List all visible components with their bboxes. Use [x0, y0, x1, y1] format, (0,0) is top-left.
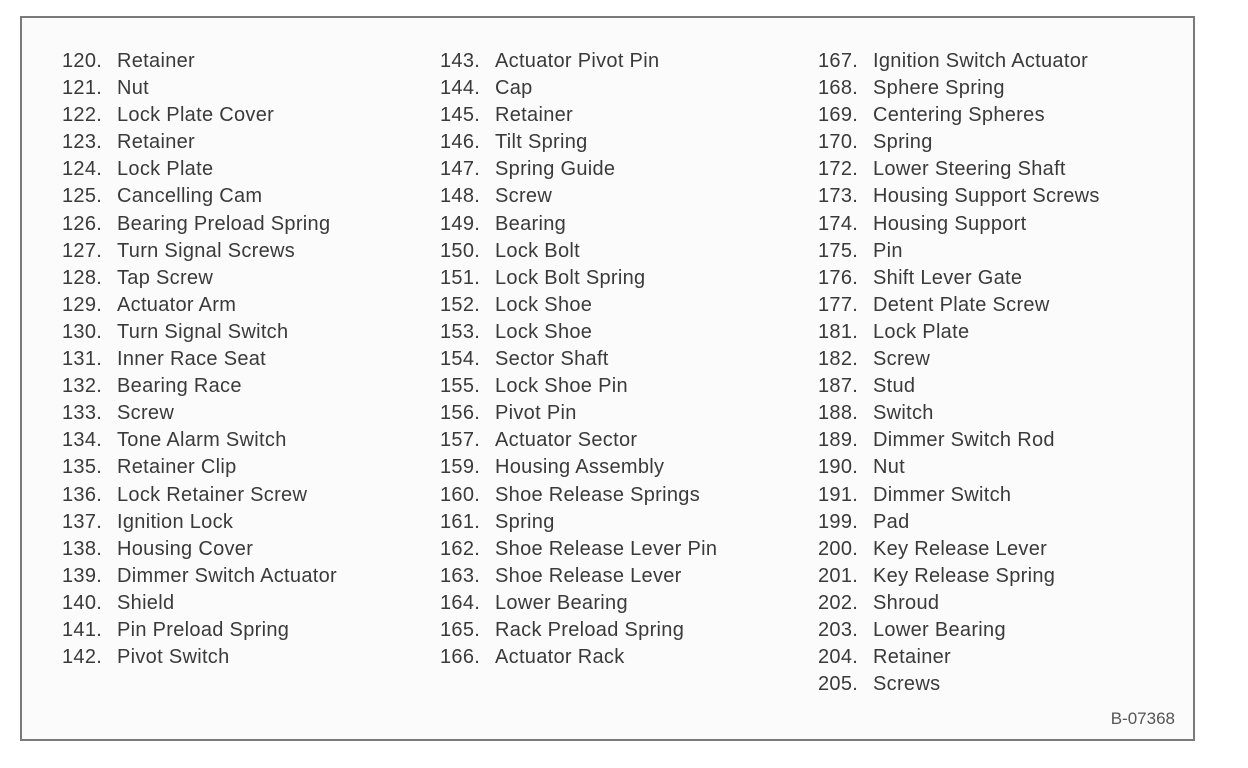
- part-list-item: [818, 102, 1100, 129]
- part-label: Bearing: [495, 212, 567, 235]
- parts-column-3: [818, 48, 1100, 698]
- part-number: 181.: [818, 320, 859, 343]
- part-number: 202.: [818, 591, 859, 614]
- part-list-item: [440, 400, 717, 427]
- part-list-item: [818, 671, 1100, 698]
- part-list-item: [818, 454, 1100, 481]
- part-label: Sphere Spring: [873, 77, 1005, 100]
- part-number: 124.: [62, 158, 103, 181]
- part-list-item: [818, 156, 1100, 183]
- part-label: Retainer: [873, 646, 951, 669]
- part-list-item: [818, 482, 1100, 509]
- part-number: 191.: [818, 483, 859, 506]
- part-list-item: [818, 373, 1100, 400]
- part-number: 159.: [440, 456, 481, 479]
- part-number: 190.: [818, 456, 859, 479]
- part-number: 168.: [818, 77, 859, 100]
- part-number: 172.: [818, 158, 859, 181]
- part-number: 203.: [818, 618, 859, 641]
- part-list-item: [818, 536, 1100, 563]
- part-list-item: [440, 454, 717, 481]
- part-label: Shroud: [873, 591, 940, 614]
- part-label: Retainer: [117, 131, 195, 154]
- part-number: 166.: [440, 646, 481, 669]
- part-number: 162.: [440, 537, 481, 560]
- part-list-item: [62, 590, 337, 617]
- part-label: Tone Alarm Switch: [117, 429, 287, 452]
- part-list-item: [440, 211, 717, 238]
- part-number: 174.: [818, 212, 859, 235]
- part-list-item: [440, 346, 717, 373]
- part-list-item: [818, 75, 1100, 102]
- part-label: Bearing Preload Spring: [117, 212, 331, 235]
- part-number: 189.: [818, 429, 859, 452]
- part-label: Housing Assembly: [495, 456, 665, 479]
- part-label: Detent Plate Screw: [873, 293, 1050, 316]
- part-label: Retainer Clip: [117, 456, 237, 479]
- part-number: 157.: [440, 429, 481, 452]
- part-number: 126.: [62, 212, 103, 235]
- part-number: 141.: [62, 618, 103, 641]
- part-label: Centering Spheres: [873, 104, 1045, 127]
- part-label: Housing Support: [873, 212, 1027, 235]
- part-list-item: [818, 346, 1100, 373]
- part-number: 169.: [818, 104, 859, 127]
- part-number: 170.: [818, 131, 859, 154]
- part-number: 125.: [62, 185, 103, 208]
- part-number: 130.: [62, 320, 103, 343]
- part-number: 153.: [440, 320, 481, 343]
- part-label: Tilt Spring: [495, 131, 588, 154]
- part-list-item: [818, 644, 1100, 671]
- part-label: Ignition Lock: [117, 510, 234, 533]
- part-label: Lock Plate: [873, 320, 970, 343]
- part-label: Lower Steering Shaft: [873, 158, 1066, 181]
- part-list-item: [440, 373, 717, 400]
- part-number: 154.: [440, 348, 481, 371]
- part-label: Turn Signal Switch: [117, 320, 289, 343]
- part-label: Dimmer Switch Actuator: [117, 564, 337, 587]
- part-list-item: [62, 319, 337, 346]
- part-label: Actuator Rack: [495, 646, 625, 669]
- part-number: 133.: [62, 402, 103, 425]
- part-list-item: [440, 75, 717, 102]
- part-list-item: [440, 292, 717, 319]
- part-list-item: [440, 590, 717, 617]
- part-label: Lower Bearing: [495, 591, 628, 614]
- part-list-item: [62, 617, 337, 644]
- part-label: Spring: [873, 131, 933, 154]
- part-label: Pivot Pin: [495, 402, 577, 425]
- part-number: 132.: [62, 375, 103, 398]
- part-list-item: [62, 346, 337, 373]
- part-list-item: [440, 482, 717, 509]
- part-list-item: [440, 427, 717, 454]
- part-number: 175.: [818, 239, 859, 262]
- part-list-item: [440, 156, 717, 183]
- part-label: Pad: [873, 510, 910, 533]
- part-list-item: [62, 156, 337, 183]
- part-label: Dimmer Switch Rod: [873, 429, 1055, 452]
- part-label: Actuator Sector: [495, 429, 638, 452]
- part-label: Bearing Race: [117, 375, 242, 398]
- part-list-item: [818, 563, 1100, 590]
- part-label: Lock Shoe: [495, 293, 593, 316]
- part-number: 143.: [440, 50, 481, 72]
- part-list-item: [62, 482, 337, 509]
- part-label: Dimmer Switch: [873, 483, 1012, 506]
- part-number: 152.: [440, 293, 481, 316]
- part-number: 122.: [62, 104, 103, 127]
- part-number: 129.: [62, 293, 103, 316]
- part-number: 139.: [62, 564, 103, 587]
- part-number: 136.: [62, 483, 103, 506]
- figure-id: B-07368: [1110, 709, 1175, 728]
- part-number: 164.: [440, 591, 481, 614]
- part-number: 131.: [62, 348, 103, 371]
- part-list-item: [440, 183, 717, 210]
- part-list-item: [440, 102, 717, 129]
- part-number: 177.: [818, 293, 859, 316]
- part-number: 176.: [818, 266, 859, 289]
- part-number: 140.: [62, 591, 103, 614]
- part-number: 128.: [62, 266, 103, 289]
- part-list-item: [440, 319, 717, 346]
- part-number: 199.: [818, 510, 859, 533]
- part-number: 148.: [440, 185, 481, 208]
- part-list-item: [818, 265, 1100, 292]
- part-label: Lock Plate Cover: [117, 104, 275, 127]
- part-list-item: [440, 509, 717, 536]
- part-label: Housing Support Screws: [873, 185, 1100, 208]
- parts-column-1: [62, 48, 337, 671]
- part-number: 173.: [818, 185, 859, 208]
- part-label: Housing Cover: [117, 537, 254, 560]
- part-number: 134.: [62, 429, 103, 452]
- part-number: 200.: [818, 537, 859, 560]
- part-label: Rack Preload Spring: [495, 618, 685, 641]
- part-list-item: [440, 129, 717, 156]
- part-label: Nut: [117, 77, 150, 100]
- part-number: 127.: [62, 239, 103, 262]
- part-label: Actuator Pivot Pin: [495, 50, 660, 72]
- part-label: Actuator Arm: [117, 293, 237, 316]
- parts-column-2: [440, 48, 717, 671]
- part-label: Switch: [873, 402, 934, 425]
- part-list-item: [818, 400, 1100, 427]
- part-list-item: [818, 183, 1100, 210]
- part-label: Lock Bolt: [495, 239, 580, 262]
- part-label: Lock Plate: [117, 158, 214, 181]
- part-label: Shoe Release Lever Pin: [495, 537, 718, 560]
- part-list-item: [818, 129, 1100, 156]
- part-list-item: [62, 238, 337, 265]
- part-number: 160.: [440, 483, 481, 506]
- part-number: 149.: [440, 212, 481, 235]
- part-number: 138.: [62, 537, 103, 560]
- part-label: Spring: [495, 510, 555, 533]
- part-label: Key Release Lever: [873, 537, 1048, 560]
- part-label: Screw: [873, 348, 931, 371]
- part-label: Lower Bearing: [873, 618, 1006, 641]
- part-number: 188.: [818, 402, 859, 425]
- part-number: 163.: [440, 564, 481, 587]
- part-list-item: [62, 48, 337, 75]
- part-number: 123.: [62, 131, 103, 154]
- part-label: Screws: [873, 673, 941, 696]
- part-list-item: [62, 563, 337, 590]
- part-number: 146.: [440, 131, 481, 154]
- part-number: 187.: [818, 375, 859, 398]
- part-label: Retainer: [495, 104, 573, 127]
- part-label: Screw: [117, 402, 175, 425]
- part-list-item: [440, 563, 717, 590]
- part-list-item: [62, 454, 337, 481]
- part-list-item: [440, 48, 717, 75]
- part-label: Shoe Release Springs: [495, 483, 701, 506]
- part-number: 135.: [62, 456, 103, 479]
- part-number: 150.: [440, 239, 481, 262]
- part-list-item: [62, 400, 337, 427]
- part-label: Pin Preload Spring: [117, 618, 290, 641]
- part-label: Cancelling Cam: [117, 185, 263, 208]
- part-label: Shift Lever Gate: [873, 266, 1023, 289]
- part-number: 137.: [62, 510, 103, 533]
- part-list-item: [818, 590, 1100, 617]
- part-label: Spring Guide: [495, 158, 616, 181]
- parts-legend-frame: [20, 16, 1195, 741]
- part-list-item: [62, 644, 337, 671]
- part-list-item: [818, 292, 1100, 319]
- part-label: Nut: [873, 456, 906, 479]
- part-label: Key Release Spring: [873, 564, 1056, 587]
- part-list-item: [440, 265, 717, 292]
- part-list-item: [818, 617, 1100, 644]
- part-list-item: [62, 509, 337, 536]
- part-label: Turn Signal Screws: [117, 239, 296, 262]
- part-number: 121.: [62, 77, 103, 100]
- part-number: 156.: [440, 402, 481, 425]
- part-label: Inner Race Seat: [117, 348, 267, 371]
- part-number: 205.: [818, 673, 859, 696]
- part-list-item: [440, 617, 717, 644]
- part-list-item: [818, 319, 1100, 346]
- part-label: Tap Screw: [117, 266, 214, 289]
- part-list-item: [62, 265, 337, 292]
- part-list-item: [62, 102, 337, 129]
- part-number: 204.: [818, 646, 859, 669]
- part-list-item: [62, 536, 337, 563]
- part-number: 165.: [440, 618, 481, 641]
- part-number: 201.: [818, 564, 859, 587]
- part-label: Lock Bolt Spring: [495, 266, 646, 289]
- part-label: Cap: [495, 77, 533, 100]
- part-list-item: [818, 238, 1100, 265]
- part-number: 120.: [62, 50, 103, 72]
- part-list-item: [62, 427, 337, 454]
- part-list-item: [440, 644, 717, 671]
- part-list-item: [818, 427, 1100, 454]
- part-label: Pin: [873, 239, 903, 262]
- part-label: Shoe Release Lever: [495, 564, 682, 587]
- part-list-item: [62, 75, 337, 102]
- part-label: Retainer: [117, 50, 195, 72]
- part-list-item: [62, 292, 337, 319]
- part-label: Lock Retainer Screw: [117, 483, 308, 506]
- part-label: Sector Shaft: [495, 348, 609, 371]
- part-number: 142.: [62, 646, 103, 669]
- part-label: Lock Shoe Pin: [495, 375, 628, 398]
- part-list-item: [440, 238, 717, 265]
- part-number: 161.: [440, 510, 481, 533]
- part-list-item: [62, 183, 337, 210]
- part-number: 167.: [818, 50, 859, 72]
- part-number: 145.: [440, 104, 481, 127]
- part-list-item: [440, 536, 717, 563]
- part-list-item: [62, 129, 337, 156]
- part-number: 155.: [440, 375, 481, 398]
- part-list-item: [818, 509, 1100, 536]
- part-number: 182.: [818, 348, 859, 371]
- part-label: Ignition Switch Actuator: [873, 50, 1089, 72]
- part-number: 147.: [440, 158, 481, 181]
- part-list-item: [818, 211, 1100, 238]
- part-list-item: [62, 211, 337, 238]
- part-number: 144.: [440, 77, 481, 100]
- part-label: Stud: [873, 375, 916, 398]
- part-label: Pivot Switch: [117, 646, 230, 669]
- part-list-item: [62, 373, 337, 400]
- part-list-item: [818, 48, 1100, 75]
- part-label: Shield: [117, 591, 175, 614]
- part-label: Screw: [495, 185, 553, 208]
- part-label: Lock Shoe: [495, 320, 593, 343]
- part-number: 151.: [440, 266, 481, 289]
